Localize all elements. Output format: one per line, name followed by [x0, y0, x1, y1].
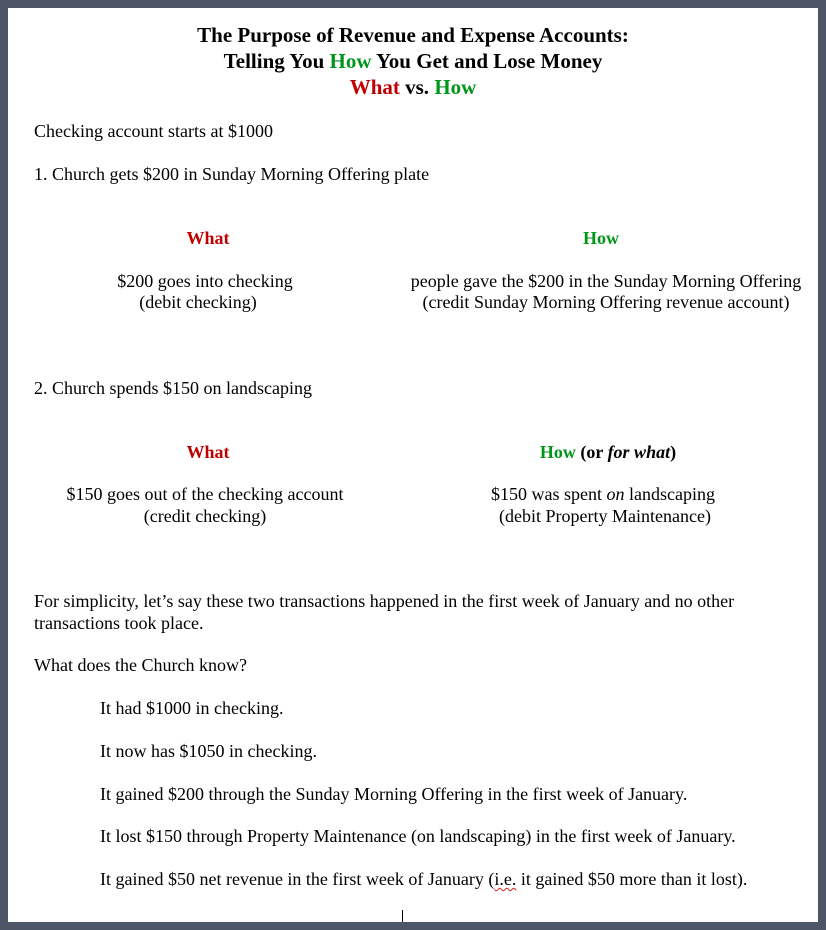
title-how-word: How [434, 75, 477, 99]
title-text: You Get and Lose Money [371, 49, 603, 73]
item2-or-close: ) [670, 442, 677, 462]
simplicity-line-1: For simplicity, let’s say these two transactions happened in the first week of January and no other [34, 591, 735, 611]
spellcheck-flagged-word[interactable]: i.e. [494, 869, 517, 889]
item2-how-label [458, 442, 758, 463]
item2-or-open: (or [575, 442, 608, 462]
item1-what-label: What [186, 228, 230, 248]
text: $150 was spent [491, 484, 607, 504]
title-vs: vs. [399, 75, 435, 99]
item2-on-italic: on [606, 484, 625, 504]
item2-what-line2: (credit checking) [143, 506, 267, 526]
item2-what-line1: $150 goes out of the checking account [66, 484, 344, 504]
intro-line: Checking account starts at $1000 [34, 121, 273, 141]
simplicity-line-2: transactions took place. [34, 613, 204, 633]
question-line: What does the Church know? [34, 655, 247, 675]
text: landscaping [624, 484, 715, 504]
text-cursor [402, 910, 403, 922]
item1-how-line1: people gave the $200 in the Sunday Morning Offering [410, 271, 802, 291]
document-page [8, 8, 818, 922]
item2-for-what: for what [607, 442, 671, 462]
item1-heading: 1. Church gets $200 in Sunday Morning Offering plate [34, 164, 430, 184]
text: It gained $50 net revenue in the first week of January ( [100, 869, 495, 889]
item2-heading: 2. Church spends $150 on landscaping [34, 378, 312, 398]
fact-2: It now has $1050 in checking. [100, 741, 317, 761]
item2-how-word: How [539, 442, 576, 462]
title-line-2 [8, 48, 818, 74]
item1-what-line1: $200 goes into checking [117, 271, 293, 291]
item1-how-line2: (credit Sunday Morning Offering revenue account) [422, 292, 790, 312]
title-what-word: What [349, 75, 400, 99]
item2-how-line2: (debit Property Maintenance) [499, 506, 711, 526]
title-how-word: How [329, 49, 372, 73]
title-line-1: The Purpose of Revenue and Expense Accounts: [197, 23, 629, 47]
item2-what-label: What [186, 442, 230, 462]
fact-4: It lost $150 through Property Maintenance (on landscaping) in the first week of January. [100, 826, 736, 846]
title-line-3 [8, 74, 818, 100]
title-text: Telling You [223, 49, 330, 73]
text: it gained $50 more than it lost). [516, 869, 748, 889]
item1-what-line2: (debit checking) [139, 292, 257, 312]
fact-1: It had $1000 in checking. [100, 698, 284, 718]
item2-how-line1 [438, 484, 768, 505]
item1-how-label: How [583, 228, 619, 248]
fact-3: It gained $200 through the Sunday Morning Offering in the first week of January. [100, 784, 688, 804]
fact-5 [100, 869, 747, 890]
